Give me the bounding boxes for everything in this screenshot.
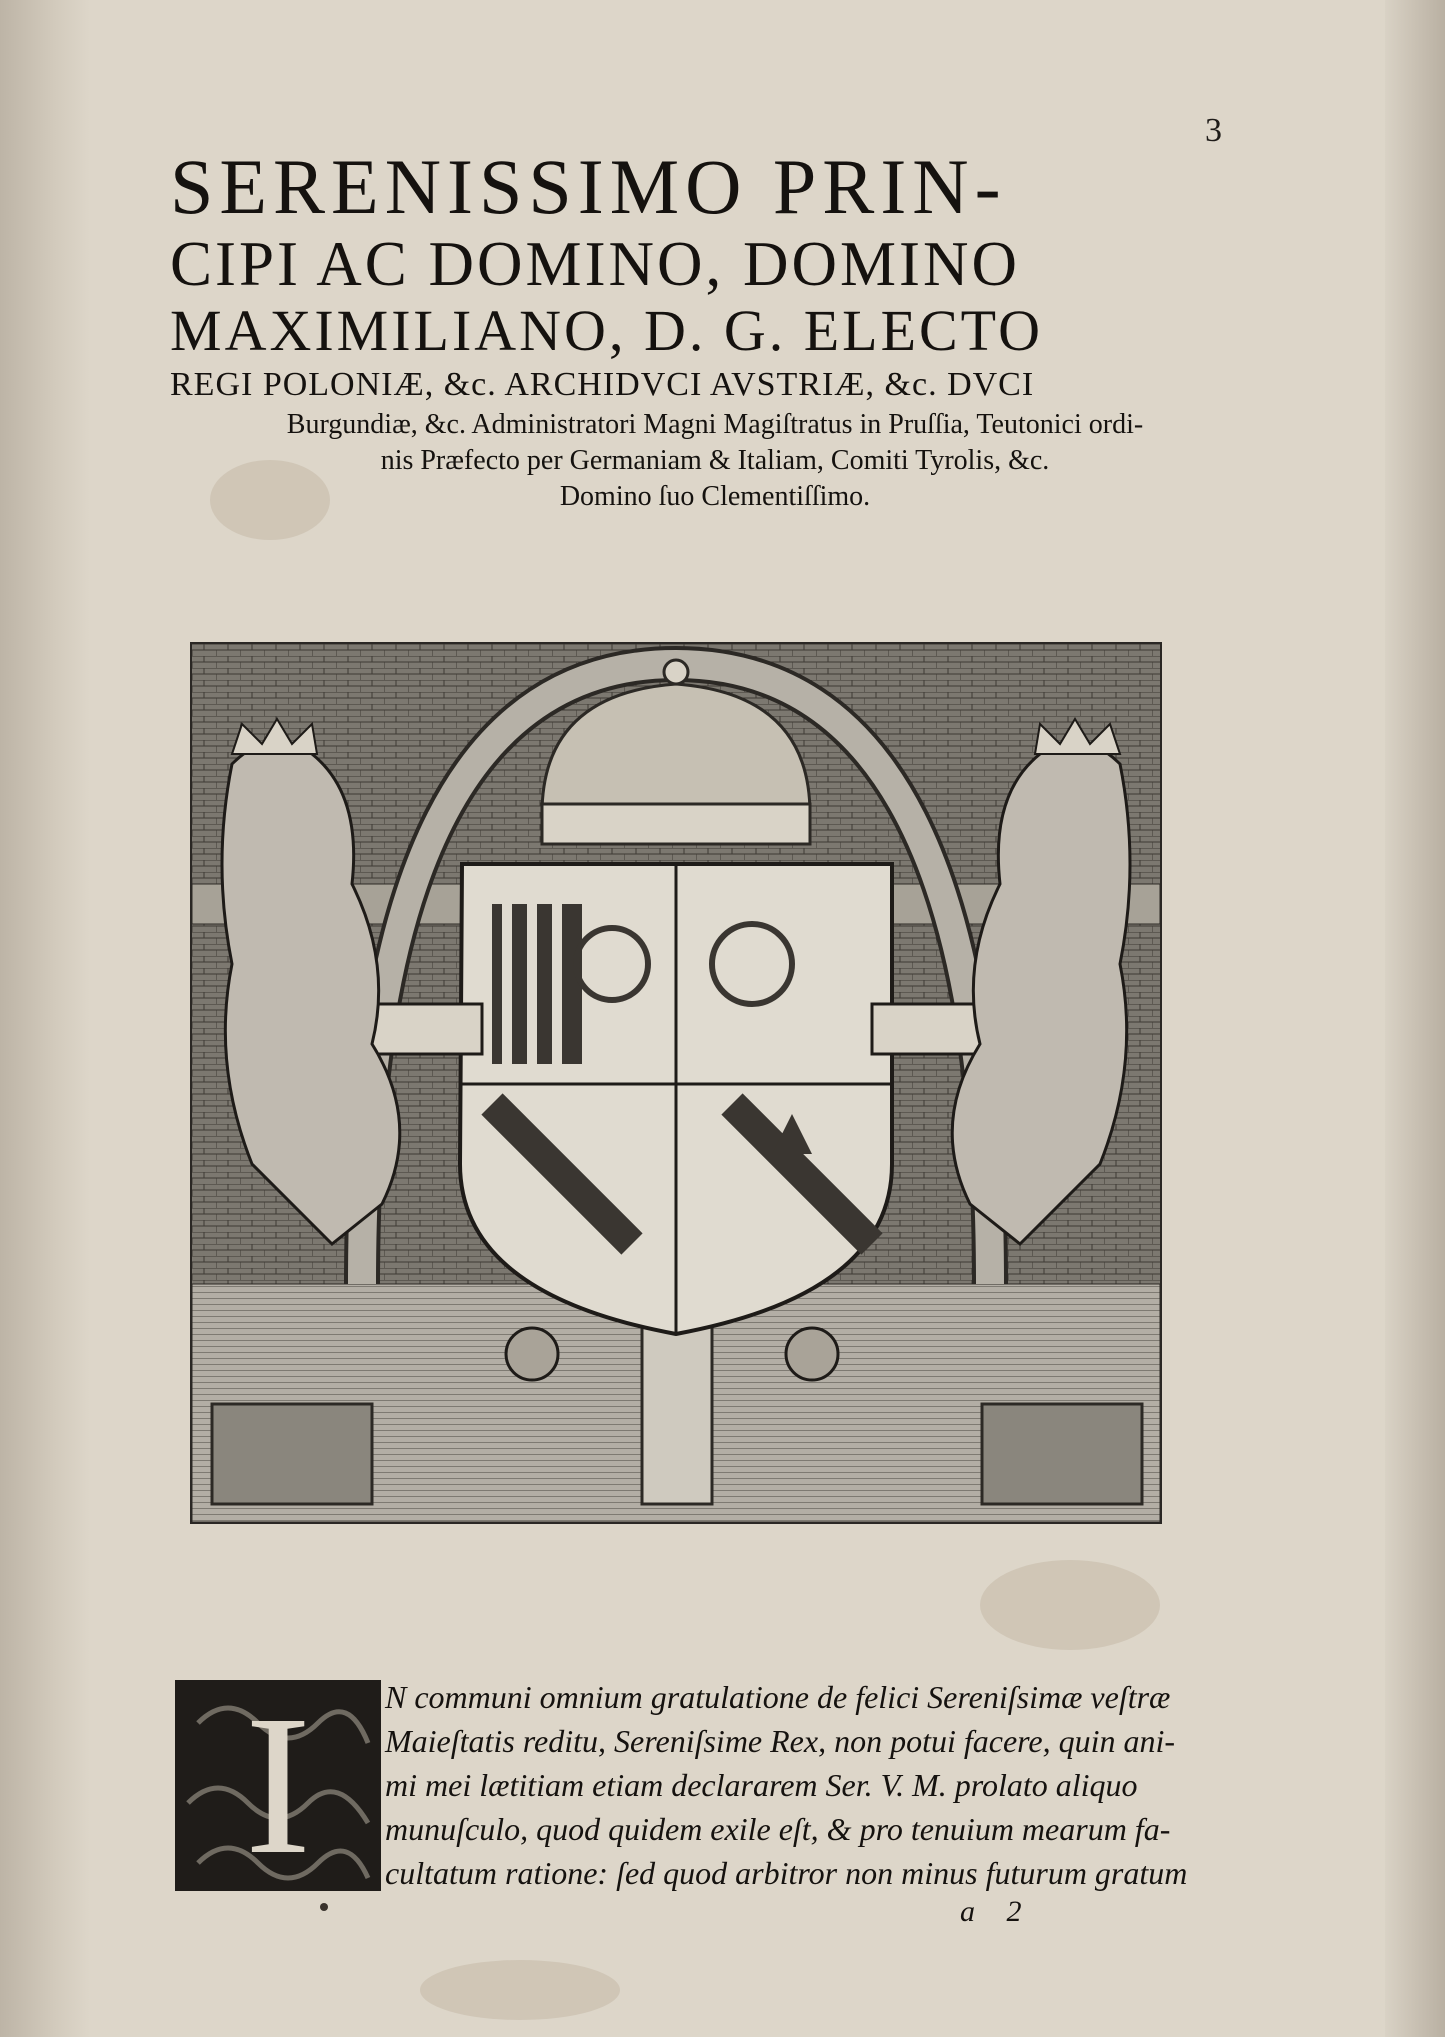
signature-mark: a 2 (960, 1895, 1034, 1928)
dedication-line: CIPI AC DOMINO, DOMINO (170, 229, 1021, 299)
dedication-line: Domino ſuo Clementiſſimo. (559, 481, 871, 512)
dedication-line: SERENISSIMO PRIN- (170, 143, 1007, 230)
page-number: 3 (1205, 112, 1222, 149)
coat-of-arms-engraving (190, 642, 1162, 1524)
body-paragraph (385, 1675, 1255, 1895)
dedication-line: MAXIMILIANO, D. G. ELECTO (170, 298, 1043, 363)
dedication-heading (170, 145, 1250, 515)
ornamental-initial (175, 1674, 381, 1896)
body-line: N communi omnium gratulatione de felici Sereniſsimæ veſtræ (385, 1679, 1171, 1715)
paper-spot (320, 1903, 328, 1911)
dedication-line: nis Præfecto per Germaniam & Italiam, Comiti Tyrolis, &c. (380, 445, 1050, 476)
body-line: Maieſtatis reditu, Sereniſsime Rex, non potui facere, quin ani- (385, 1723, 1176, 1759)
page-left-edge (0, 0, 90, 2037)
page-right-edge (1385, 0, 1445, 2037)
dedication-line: REGI POLONIÆ, &c. ARCHIDVCI AVSTRIÆ, &c. DVCI (170, 366, 1035, 403)
paper-stain (420, 1960, 620, 2020)
dedication-line: Burgundiæ, &c. Administratori Magni Magiſtratus in Pruſſia, Teutonici ordi- (286, 409, 1144, 440)
body-line: mi mei lætitiam etiam declararem Ser. V. M. prolato aliquo (385, 1767, 1138, 1803)
body-line: cultatum ratione: ſed quod arbitror non minus futurum gratum (385, 1855, 1188, 1891)
initial-letter: I (244, 1674, 312, 1896)
coat-of-arms-illustration (192, 644, 1160, 1522)
body-line: munuſculo, quod quidem exile eſt, & pro tenuium mearum fa- (385, 1811, 1171, 1847)
paper-stain (980, 1560, 1160, 1650)
